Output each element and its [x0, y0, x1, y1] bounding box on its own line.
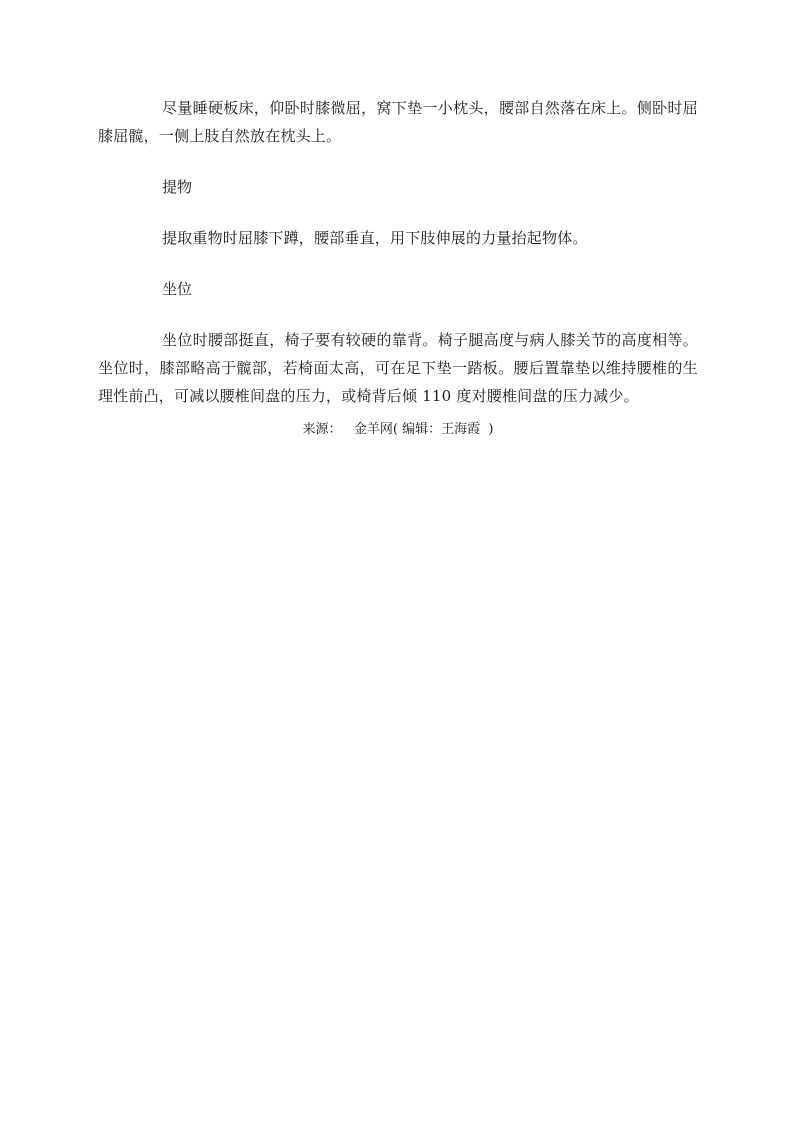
source-label: 来源： [302, 422, 342, 437]
heading-sitting: 坐位 [162, 280, 193, 298]
article-body [98, 94, 698, 442]
source-site: 金羊网( [353, 422, 398, 437]
source-line [98, 418, 698, 442]
paragraph-sleeping: 尽量睡硬板床，仰卧时膝微屈，窝下垫一小枕头，腰部自然落在床上。侧卧时屈膝屈髋，一侧上肢自然放在枕头上。 [98, 99, 698, 145]
source-close: ) [488, 422, 494, 437]
paragraph-lifting: 提取重物时屈膝下蹲，腰部垂直，用下肢伸展的力量抬起物体。 [162, 229, 588, 247]
heading-lifting: 提物 [162, 178, 193, 196]
source-editor: 编辑：王海霞 [402, 422, 481, 437]
paragraph-sitting: 坐位时腰部挺直，椅子要有较硬的靠背。椅子腿高度与病人膝关节的高度相等。坐位时，膝部略高于髋部，若椅面太高，可在足下垫一踏板。腰后置靠垫以维持腰椎的生理性前凸，可减以腰椎间盘的压力，或椅背后倾 110 度对腰椎间盘的压力减少。 [98, 331, 698, 405]
